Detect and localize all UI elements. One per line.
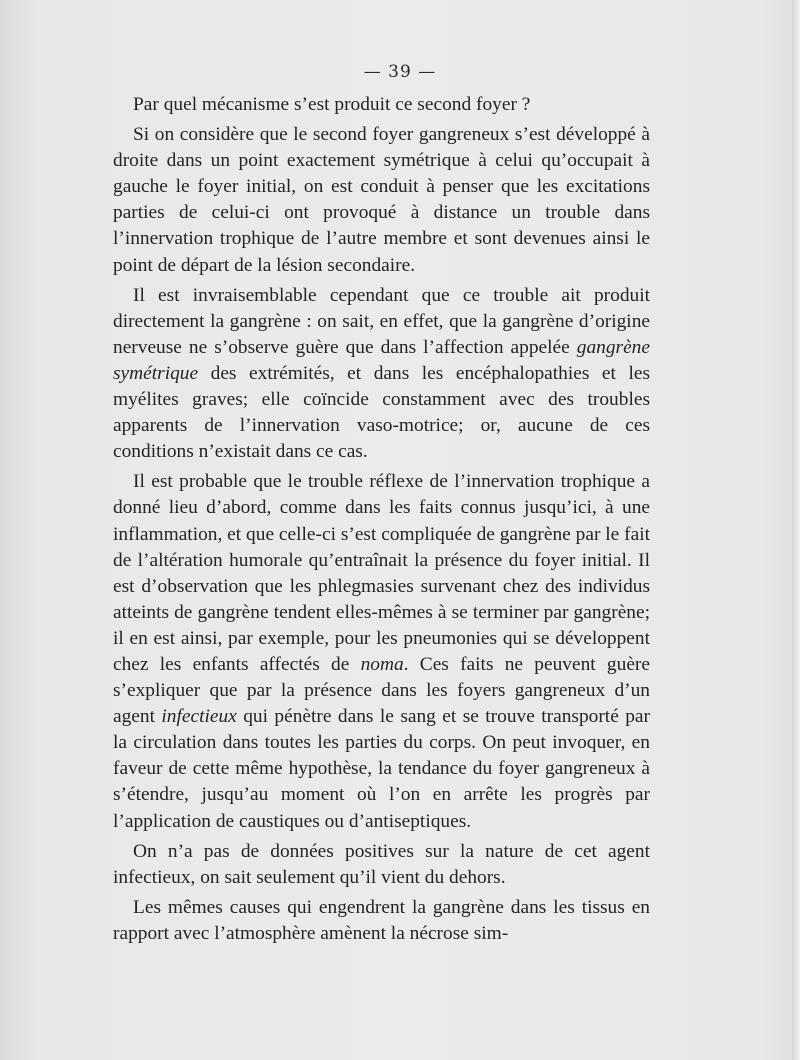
body-text	[113, 92, 650, 951]
paragraph-text: Il est probable que le trouble réflexe de l’innervation trophique a donné lieu d’abord, comme dans les faits connus jusqu’ici, à une inflammation, et que celle-ci s’est compliquée de gangrène par le fait de l’altération humorale qu’entraînait la présence du foyer initial. Il est d’observation que les phlegmasies survenant chez des individus atteints de gangrène tendent elles-mêmes à se terminer par gangrène; il en est ainsi, par exemple, pour les pneumonies qui se développent chez les enfants affectés de	[113, 471, 650, 675]
paragraph-2	[113, 122, 650, 279]
paragraph-6	[113, 895, 650, 947]
paragraph-4	[113, 469, 650, 834]
italic-term: noma	[360, 653, 404, 675]
paragraph-text: qui pénètre dans le sang et se trouve transporté par la circulation dans toutes les parties du corps. On peut invoquer, en faveur de cette même hypothèse, la tendance du foyer gangreneux à s’étendre, jusqu’au moment où l’on en arrête les progrès par l’application de caustiques ou d’antiseptiques.	[113, 706, 650, 832]
paragraph-text: Les mêmes causes qui engendrent la gangrène dans les tissus en rapport avec l’atmosphère amènent la nécrose sim-	[113, 896, 650, 944]
paragraph-text: . Ces faits ne peuvent guère s’expliquer que par la présence dans les foyers gangreneux d’un agent	[113, 653, 650, 728]
paragraph-text: Par quel mécanisme s’est produit ce second foyer ?	[133, 94, 531, 115]
italic-term: infectieux	[161, 706, 237, 728]
paragraph-5	[113, 839, 650, 891]
paragraph-text: Si on considère que le second foyer gangreneux s’est développé à droite dans un point exactement symétrique à celui qu’occupait à gauche le foyer initial, on est conduit à penser que les excitations parties de celui-ci ont provoqué à distance un trouble dans l’innervation trophique de l’autre membre et sont devenues ainsi le point de départ de la lésion secondaire.	[113, 124, 650, 276]
page-edge	[792, 0, 800, 1060]
paragraph-1	[113, 92, 650, 118]
paragraph-text: On n’a pas de données positives sur la nature de cet agent infectieux, on sait seulement qu’il vient du dehors.	[113, 840, 650, 888]
page-number: — 39 —	[363, 62, 437, 82]
paragraph-3	[113, 283, 650, 466]
italic-term: gangrène symétrique	[113, 336, 650, 384]
paragraph-text: des extrémités, et dans les encéphalopathies et les myélites graves; elle coïncide constamment avec des troubles apparents de l’innervation vaso-motrice; or, aucune de ces conditions n’existait dans ce cas.	[113, 362, 650, 463]
paragraph-text: Il est invraisemblable cependant que ce trouble ait produit directement la gangrène : on sait, en effet, que la gangrène d’origine nerveuse ne s’observe guère que dans l’affection appelée	[113, 284, 650, 358]
